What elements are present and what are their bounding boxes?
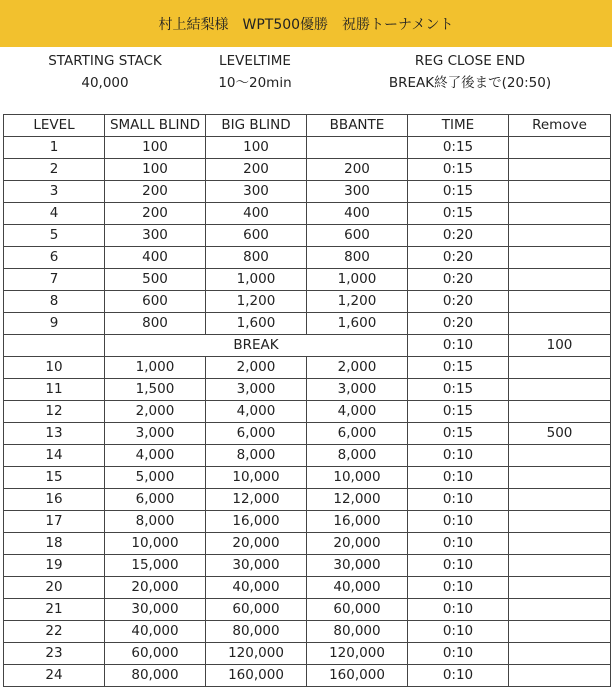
table-row (4, 643, 611, 665)
table-row (4, 445, 611, 467)
cell-remove (509, 621, 611, 643)
cell-level: 4 (4, 203, 105, 225)
cell-time: 0:10 (408, 665, 509, 687)
cell-small-blind: 1,500 (105, 379, 206, 401)
blind-structure-table (3, 114, 611, 687)
cell-small-blind: 40,000 (105, 621, 206, 643)
header-big-blind: BIG BLIND (206, 115, 307, 137)
cell-big-blind: 200 (206, 159, 307, 181)
cell-big-blind: 16,000 (206, 511, 307, 533)
cell-small-blind: 200 (105, 203, 206, 225)
cell-time: 0:10 (408, 555, 509, 577)
cell-bbante: 2,000 (307, 357, 408, 379)
cell-time: 0:10 (408, 643, 509, 665)
cell-level: 3 (4, 181, 105, 203)
cell-bbante: 4,000 (307, 401, 408, 423)
cell-remove (509, 467, 611, 489)
cell-time: 0:10 (408, 445, 509, 467)
table-body (4, 137, 611, 687)
cell-bbante: 10,000 (307, 467, 408, 489)
table-row (4, 599, 611, 621)
table-row (4, 555, 611, 577)
cell-small-blind: 30,000 (105, 599, 206, 621)
cell-remove (509, 269, 611, 291)
cell-small-blind: 5,000 (105, 467, 206, 489)
cell-small-blind: 500 (105, 269, 206, 291)
cell-big-blind: 80,000 (206, 621, 307, 643)
cell-bbante: 400 (307, 203, 408, 225)
cell-bbante: 600 (307, 225, 408, 247)
table-row (4, 533, 611, 555)
cell-level: 9 (4, 313, 105, 335)
cell-bbante: 160,000 (307, 665, 408, 687)
cell-level: 6 (4, 247, 105, 269)
cell-level: 23 (4, 643, 105, 665)
cell-big-blind: 3,000 (206, 379, 307, 401)
cell-remove: 500 (509, 423, 611, 445)
table-row (4, 467, 611, 489)
header-level: LEVEL (4, 115, 105, 137)
cell-remove (509, 533, 611, 555)
cell-bbante: 3,000 (307, 379, 408, 401)
cell-bbante: 1,200 (307, 291, 408, 313)
cell-bbante: 40,000 (307, 577, 408, 599)
cell-big-blind: 6,000 (206, 423, 307, 445)
cell-remove (509, 665, 611, 687)
cell-level: 7 (4, 269, 105, 291)
cell-level: 24 (4, 665, 105, 687)
cell-level: 21 (4, 599, 105, 621)
cell-level: 19 (4, 555, 105, 577)
cell-remove (509, 489, 611, 511)
cell-big-blind: 8,000 (206, 445, 307, 467)
cell-small-blind: 800 (105, 313, 206, 335)
cell-big-blind: 20,000 (206, 533, 307, 555)
page-title: 村上結梨様 WPT500優勝 祝勝トーナメント (158, 16, 454, 33)
table-row (4, 489, 611, 511)
cell-big-blind: 10,000 (206, 467, 307, 489)
cell-level: 18 (4, 533, 105, 555)
cell-big-blind: 30,000 (206, 555, 307, 577)
cell-small-blind: 10,000 (105, 533, 206, 555)
cell-time: 0:15 (408, 423, 509, 445)
header-time: TIME (408, 115, 509, 137)
cell-level: 14 (4, 445, 105, 467)
break-row (4, 335, 611, 357)
table-header-row (4, 115, 611, 137)
cell-big-blind: 1,600 (206, 313, 307, 335)
cell-time: 0:15 (408, 159, 509, 181)
cell-level: 20 (4, 577, 105, 599)
level-time-value: 10～20min (218, 75, 292, 91)
cell-time: 0:10 (408, 577, 509, 599)
table-row (4, 621, 611, 643)
cell-big-blind: 600 (206, 225, 307, 247)
cell-small-blind: 400 (105, 247, 206, 269)
cell-remove (509, 555, 611, 577)
table-row (4, 423, 611, 445)
cell-remove (509, 181, 611, 203)
cell-remove (509, 313, 611, 335)
cell-time: 0:10 (408, 511, 509, 533)
cell-small-blind: 2,000 (105, 401, 206, 423)
cell-big-blind: 1,200 (206, 291, 307, 313)
reg-close-label: REG CLOSE END (414, 53, 526, 69)
cell-level: 13 (4, 423, 105, 445)
header-remove: Remove (509, 115, 611, 137)
cell-time: 0:10 (408, 489, 509, 511)
break-label: BREAK (105, 335, 408, 357)
table-row (4, 225, 611, 247)
cell-remove (509, 511, 611, 533)
cell-bbante: 16,000 (307, 511, 408, 533)
cell-time: 0:20 (408, 291, 509, 313)
cell-remove (509, 225, 611, 247)
cell-remove (509, 247, 611, 269)
cell-remove (509, 643, 611, 665)
cell-level: 12 (4, 401, 105, 423)
cell-level: 22 (4, 621, 105, 643)
table-row (4, 137, 611, 159)
cell-remove (509, 379, 611, 401)
cell-bbante: 12,000 (307, 489, 408, 511)
header-small-blind: SMALL BLIND (105, 115, 206, 137)
cell-remove: 100 (509, 335, 611, 357)
cell-big-blind: 160,000 (206, 665, 307, 687)
table-row (4, 401, 611, 423)
reg-close-value: BREAK終了後まで(20:50) (388, 75, 552, 91)
cell-small-blind: 3,000 (105, 423, 206, 445)
table-row (4, 203, 611, 225)
cell-remove (509, 203, 611, 225)
cell-big-blind: 400 (206, 203, 307, 225)
cell-small-blind: 1,000 (105, 357, 206, 379)
cell-small-blind: 8,000 (105, 511, 206, 533)
cell-remove (509, 445, 611, 467)
cell-big-blind: 2,000 (206, 357, 307, 379)
cell-time: 0:10 (408, 335, 509, 357)
cell-level: 8 (4, 291, 105, 313)
table-row (4, 313, 611, 335)
cell-time: 0:20 (408, 225, 509, 247)
cell-small-blind: 100 (105, 137, 206, 159)
cell-remove (509, 159, 611, 181)
reg-close-info (340, 50, 600, 94)
table-row (4, 511, 611, 533)
cell-big-blind: 1,000 (206, 269, 307, 291)
cell-small-blind: 100 (105, 159, 206, 181)
cell-level: 2 (4, 159, 105, 181)
cell-bbante: 120,000 (307, 643, 408, 665)
cell-time: 0:15 (408, 357, 509, 379)
table-row (4, 159, 611, 181)
cell-small-blind: 600 (105, 291, 206, 313)
cell-level: 5 (4, 225, 105, 247)
cell-big-blind: 100 (206, 137, 307, 159)
cell-time: 0:10 (408, 621, 509, 643)
cell-big-blind: 60,000 (206, 599, 307, 621)
cell-remove (509, 291, 611, 313)
cell-level (4, 335, 105, 357)
cell-bbante: 6,000 (307, 423, 408, 445)
cell-small-blind: 20,000 (105, 577, 206, 599)
cell-remove (509, 599, 611, 621)
cell-big-blind: 12,000 (206, 489, 307, 511)
cell-bbante: 30,000 (307, 555, 408, 577)
cell-big-blind: 300 (206, 181, 307, 203)
cell-remove (509, 577, 611, 599)
cell-time: 0:10 (408, 599, 509, 621)
cell-level: 11 (4, 379, 105, 401)
cell-level: 17 (4, 511, 105, 533)
table-row (4, 357, 611, 379)
cell-bbante: 80,000 (307, 621, 408, 643)
cell-bbante: 8,000 (307, 445, 408, 467)
table-row (4, 577, 611, 599)
table-row (4, 379, 611, 401)
cell-level: 10 (4, 357, 105, 379)
tournament-info (0, 50, 612, 94)
cell-big-blind: 40,000 (206, 577, 307, 599)
cell-big-blind: 800 (206, 247, 307, 269)
starting-stack-label: STARTING STACK (48, 53, 162, 69)
cell-time: 0:20 (408, 247, 509, 269)
table-row (4, 247, 611, 269)
cell-big-blind: 4,000 (206, 401, 307, 423)
cell-small-blind: 300 (105, 225, 206, 247)
cell-small-blind: 60,000 (105, 643, 206, 665)
cell-bbante: 20,000 (307, 533, 408, 555)
cell-small-blind: 4,000 (105, 445, 206, 467)
cell-remove (509, 357, 611, 379)
cell-bbante (307, 137, 408, 159)
cell-bbante: 200 (307, 159, 408, 181)
cell-big-blind: 120,000 (206, 643, 307, 665)
cell-time: 0:15 (408, 379, 509, 401)
cell-level: 15 (4, 467, 105, 489)
cell-small-blind: 200 (105, 181, 206, 203)
cell-bbante: 800 (307, 247, 408, 269)
cell-time: 0:10 (408, 533, 509, 555)
cell-level: 16 (4, 489, 105, 511)
table-row (4, 269, 611, 291)
header-bbante: BBANTE (307, 115, 408, 137)
cell-time: 0:15 (408, 401, 509, 423)
cell-bbante: 300 (307, 181, 408, 203)
cell-time: 0:20 (408, 269, 509, 291)
cell-bbante: 60,000 (307, 599, 408, 621)
cell-level: 1 (4, 137, 105, 159)
cell-small-blind: 6,000 (105, 489, 206, 511)
table-row (4, 665, 611, 687)
level-time-label: LEVELTIME (219, 53, 291, 69)
cell-time: 0:15 (408, 181, 509, 203)
cell-time: 0:20 (408, 313, 509, 335)
cell-remove (509, 401, 611, 423)
cell-small-blind: 80,000 (105, 665, 206, 687)
cell-bbante: 1,600 (307, 313, 408, 335)
cell-small-blind: 15,000 (105, 555, 206, 577)
cell-time: 0:15 (408, 137, 509, 159)
starting-stack-value: 40,000 (81, 75, 129, 91)
table-row (4, 181, 611, 203)
cell-time: 0:15 (408, 203, 509, 225)
cell-remove (509, 137, 611, 159)
cell-bbante: 1,000 (307, 269, 408, 291)
level-time-info (175, 50, 335, 94)
table-row (4, 291, 611, 313)
cell-time: 0:10 (408, 467, 509, 489)
title-banner (0, 0, 612, 47)
